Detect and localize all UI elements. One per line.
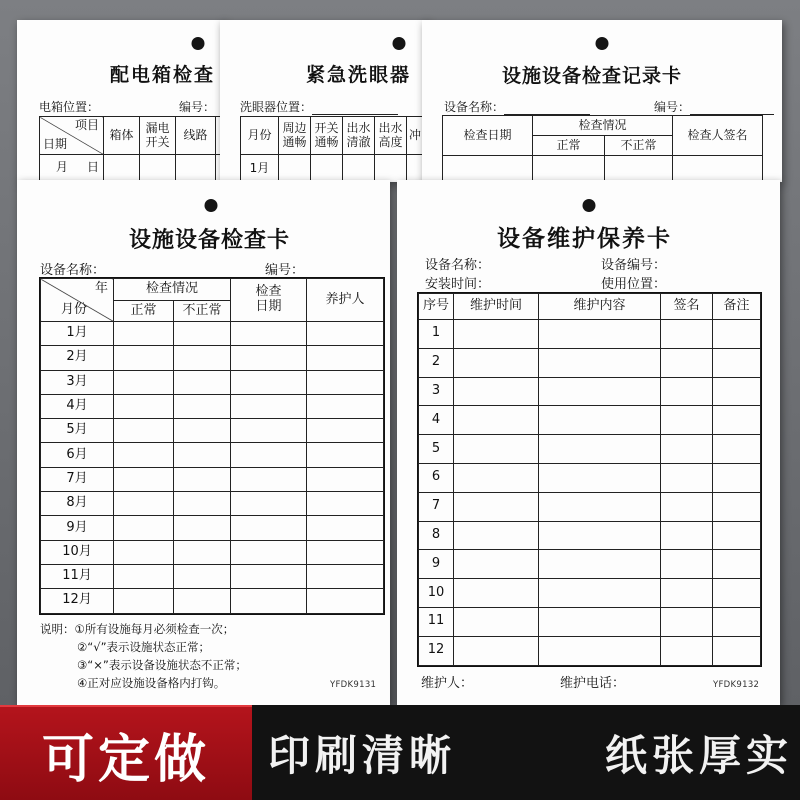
seq-cell: 12: [419, 636, 454, 665]
col-abnormal: 不正常: [174, 301, 231, 322]
product-code: YFDK9132: [713, 680, 760, 690]
header-month: 月份: [61, 302, 88, 318]
number-label: 设备编号：: [601, 258, 667, 273]
customizable-badge: [0, 705, 252, 800]
slogan-thick-paper: 纸张厚实: [604, 730, 793, 780]
note-1: 说明：①所有设施每月必须检查一次；: [40, 622, 235, 636]
col-cabinet: 箱体: [104, 117, 140, 155]
install-time-label: 安装时间：: [425, 277, 491, 292]
card-title: 配电箱检查: [110, 64, 216, 86]
card-maintenance: [397, 180, 780, 705]
hang-hole: [205, 199, 218, 212]
hang-hole: [192, 37, 205, 50]
location-label: 使用位置：: [601, 277, 667, 292]
card-inspection-record: [422, 20, 782, 182]
seq-cell: 1: [419, 320, 454, 349]
slogan-clear-print: 印刷清晰: [268, 730, 457, 780]
month-cell: 4月: [41, 394, 114, 418]
seq-cell: 9: [419, 550, 454, 579]
col-maintainer: 养护人: [307, 279, 384, 322]
col-water-height: 出水 高度: [375, 117, 407, 155]
seq-cell: 2: [419, 348, 454, 377]
seq-cell: 8: [419, 521, 454, 550]
col-check-date: 检查日期: [443, 116, 533, 156]
date-cell: [40, 155, 104, 181]
month-cell: 2月: [41, 346, 114, 370]
location-label: 电箱位置：: [39, 100, 100, 114]
month-cell: 11月: [41, 564, 114, 588]
check-table: [240, 116, 428, 182]
card-title: 设施设备检查卡: [129, 228, 291, 253]
row-month: 月: [55, 159, 68, 174]
slogan: [268, 705, 793, 800]
seq-cell: 3: [419, 377, 454, 406]
col-seq: 序号: [419, 294, 454, 320]
month-cell: 3月: [41, 370, 114, 394]
col-maint-content: 维护内容: [539, 294, 661, 320]
col-surroundings: 周边 通畅: [279, 117, 311, 155]
col-water-clear: 出水 清澈: [343, 117, 375, 155]
number-label: 编号：: [179, 100, 216, 114]
month-cell: 8月: [41, 492, 114, 516]
col-switch: 开关 通畅: [311, 117, 343, 155]
month-cell: 9月: [41, 516, 114, 540]
row-month-1: 1月: [241, 155, 279, 183]
location-label: 洗眼器位置：: [240, 98, 398, 115]
header-date: 日期: [43, 137, 68, 152]
card-title: 设备维护保养卡: [497, 226, 672, 252]
col-check-status: 检查情况: [114, 279, 231, 301]
hang-hole: [583, 199, 596, 212]
col-inspector-sign: 检查人签名: [673, 116, 763, 156]
note-3: ③“×”表示设备设施状态不正常；: [77, 658, 247, 672]
card-distribution-box-check: [17, 20, 225, 182]
number-underline: [304, 266, 382, 278]
name-underline: [504, 103, 590, 115]
col-maint-time: 维护时间: [454, 294, 539, 320]
seq-cell: 4: [419, 406, 454, 435]
name-label: 设备名称：: [40, 259, 197, 278]
note-4: ④正对应设施设备格内打钩。: [77, 676, 226, 690]
col-flush: 冲: [407, 117, 429, 155]
number-label: 编号：: [654, 98, 774, 115]
maintenance-table: [418, 293, 761, 666]
col-normal: 正常: [114, 301, 174, 322]
month-cell: 1月: [41, 322, 114, 346]
col-check-date: 检查 日期: [231, 279, 307, 322]
month-cell: 10月: [41, 540, 114, 564]
seq-cell: 5: [419, 435, 454, 464]
col-leakage-switch: 漏电 开关: [140, 117, 176, 155]
col-wiring: 线路: [176, 117, 216, 155]
maintenance-phone-label: 维护电话：: [560, 676, 626, 691]
col-normal: 正常: [533, 136, 605, 156]
seq-rows: [419, 320, 761, 666]
header-item: 项目: [74, 118, 99, 132]
hang-hole: [393, 37, 406, 50]
number-underline: [690, 103, 774, 115]
card-title: 紧急洗眼器: [306, 64, 412, 86]
maintainer-label: 维护人：: [421, 676, 474, 691]
check-table: [39, 116, 225, 181]
diagonal-header: [41, 279, 114, 322]
badge-text: 可定做: [41, 730, 210, 790]
month-cell: 7月: [41, 467, 114, 491]
month-rows: [41, 322, 384, 614]
inspection-table: [40, 278, 384, 614]
hang-hole: [596, 37, 609, 50]
col-month: 月份: [241, 117, 279, 155]
name-label: 设备名称：: [444, 98, 590, 115]
product-code: YFDK9131: [330, 680, 377, 690]
record-table: [442, 115, 763, 182]
col-check-status: 检查情况: [533, 116, 673, 136]
note-2: ②“√”表示设施状态正常；: [77, 640, 211, 654]
card-eyewash-check: [220, 20, 428, 182]
card-title: 设施设备检查记录卡: [502, 65, 683, 87]
seq-cell: 6: [419, 463, 454, 492]
seq-cell: 11: [419, 607, 454, 636]
instructions: [40, 620, 247, 692]
diagonal-header: [40, 117, 104, 155]
location-underline: [312, 103, 398, 115]
col-remark: 备注: [713, 294, 761, 320]
card-facility-inspection: [17, 180, 390, 705]
seq-cell: 7: [419, 492, 454, 521]
row-day: 日: [86, 159, 99, 174]
name-underline: [105, 266, 197, 278]
header-year: 年: [94, 281, 108, 296]
month-cell: 12月: [41, 589, 114, 613]
month-cell: 5月: [41, 419, 114, 443]
number-label: 编号：: [265, 259, 382, 278]
col-signature: 签名: [661, 294, 713, 320]
seq-cell: 10: [419, 579, 454, 608]
month-cell: 6月: [41, 443, 114, 467]
name-label: 设备名称：: [425, 258, 491, 273]
col-abnormal: 不正常: [605, 136, 673, 156]
